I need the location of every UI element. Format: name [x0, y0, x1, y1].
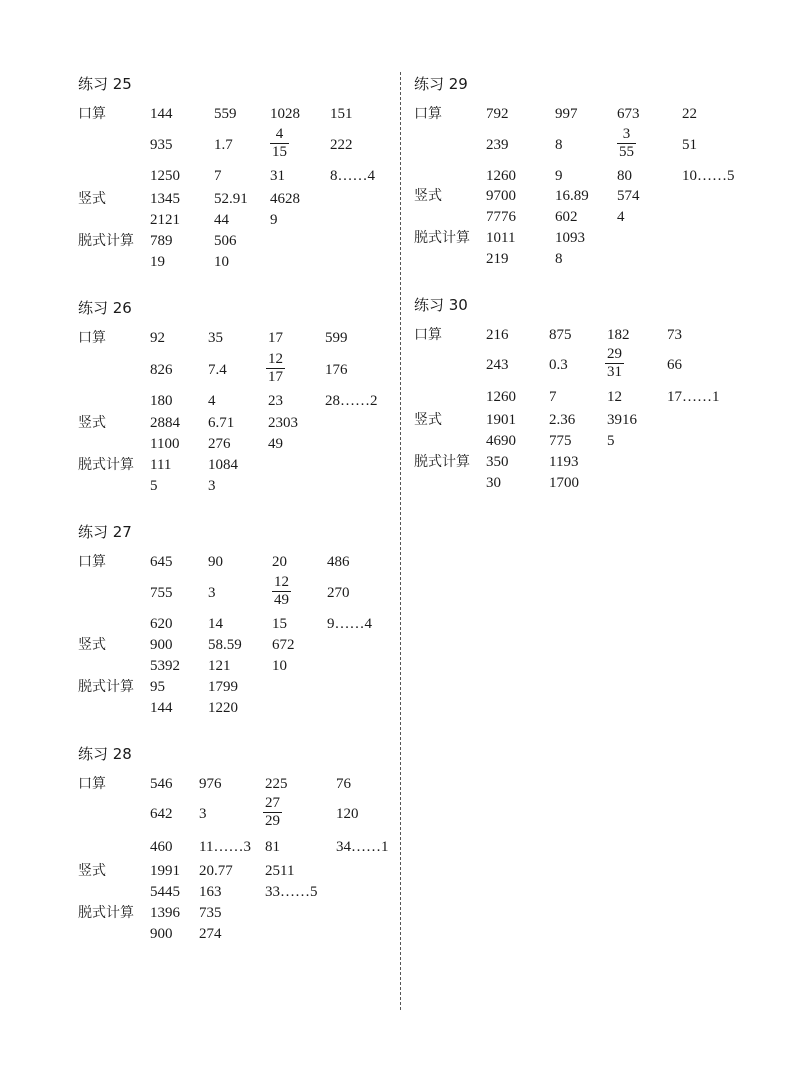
answer: 2.36 [549, 412, 576, 428]
stepwise-label: 脱式计算 [78, 905, 134, 921]
answer: 20 [272, 554, 287, 570]
answer: 620 [150, 616, 173, 632]
fraction-numerator: 27 [265, 795, 280, 811]
answer: 4690 [486, 433, 516, 449]
answer: 1084 [208, 457, 238, 473]
vertical-label: 竖式 [78, 637, 106, 653]
vertical-label: 竖式 [78, 191, 106, 207]
answer: 163 [199, 884, 222, 900]
answer: 11……3 [199, 839, 251, 855]
answer: 460 [150, 839, 173, 855]
answer: 121 [208, 658, 231, 674]
answer: 1396 [150, 905, 180, 921]
answer: 559 [214, 106, 237, 122]
answer: 900 [150, 637, 173, 653]
answer: 44 [214, 212, 229, 228]
answer: 49 [268, 436, 283, 452]
answer: 5 [150, 478, 158, 494]
right-column [396, 0, 786, 1086]
answer: 673 [617, 106, 640, 122]
answer: 120 [336, 806, 359, 822]
left-column [0, 0, 390, 1086]
answer: 219 [486, 251, 509, 267]
answer: 14 [208, 616, 223, 632]
fraction-numerator: 4 [275, 126, 284, 142]
mental-label: 口算 [78, 776, 106, 792]
answer: 34……1 [336, 839, 389, 855]
answer: 9700 [486, 188, 516, 204]
answer: 182 [607, 327, 630, 343]
answer: 789 [150, 233, 173, 249]
answer: 80 [617, 168, 632, 184]
answer: 997 [555, 106, 578, 122]
answer: 506 [214, 233, 237, 249]
answer: 16.89 [555, 188, 589, 204]
answer: 33……5 [265, 884, 318, 900]
vertical-label: 竖式 [78, 863, 106, 879]
answer: 58.59 [208, 637, 242, 653]
answer: 645 [150, 554, 173, 570]
answer: 1799 [208, 679, 238, 695]
mental-label: 口算 [78, 330, 106, 346]
answer: 4 [208, 393, 216, 409]
answer: 486 [327, 554, 350, 570]
answer: 1028 [270, 106, 300, 122]
answer: 3916 [607, 412, 637, 428]
answer: 8……4 [330, 168, 375, 184]
fraction-denominator: 17 [268, 369, 283, 385]
answer: 30 [486, 475, 501, 491]
stepwise-label: 脱式计算 [78, 233, 134, 249]
answer: 7 [549, 389, 557, 405]
answer: 222 [330, 137, 353, 153]
answer: 1345 [150, 191, 180, 207]
answer: 270 [327, 585, 350, 601]
answer: 52.91 [214, 191, 248, 207]
mental-label: 口算 [414, 327, 442, 343]
answer: 9 [555, 168, 563, 184]
answer: 111 [150, 457, 172, 473]
answer: 602 [555, 209, 578, 225]
answer: 755 [150, 585, 173, 601]
answer: 144 [150, 700, 173, 716]
answer: 775 [549, 433, 572, 449]
answer: 900 [150, 926, 173, 942]
answer: 274 [199, 926, 222, 942]
answer: 7 [214, 168, 222, 184]
mental-label: 口算 [414, 106, 442, 122]
vertical-label: 竖式 [414, 412, 442, 428]
answer: 7776 [486, 209, 516, 225]
answer: 976 [199, 776, 222, 792]
answer: 22 [682, 106, 697, 122]
stepwise-label: 脱式计算 [414, 454, 470, 470]
answer: 4 [617, 209, 625, 225]
answer: 1100 [150, 436, 180, 452]
answer: 350 [486, 454, 509, 470]
answer: 176 [325, 362, 348, 378]
fraction-answer [272, 574, 291, 609]
answer: 6.71 [208, 415, 235, 431]
answer: 5 [607, 433, 615, 449]
vertical-label: 竖式 [78, 415, 106, 431]
answer: 8 [555, 251, 563, 267]
answer: 792 [486, 106, 509, 122]
answer: 2884 [150, 415, 180, 431]
vertical-label: 竖式 [414, 188, 442, 204]
mental-label: 口算 [78, 106, 106, 122]
answer: 642 [150, 806, 173, 822]
answer: 15 [272, 616, 287, 632]
answer: 2121 [150, 212, 180, 228]
answer: 1093 [555, 230, 585, 246]
fraction-answer [617, 126, 636, 161]
answer: 1991 [150, 863, 180, 879]
answer: 10……5 [682, 168, 735, 184]
answer: 92 [150, 330, 165, 346]
fraction-denominator: 55 [619, 144, 634, 160]
answer: 5392 [150, 658, 180, 674]
fraction-answer [270, 126, 289, 161]
answer: 31 [270, 168, 285, 184]
stepwise-label: 脱式计算 [414, 230, 470, 246]
answer: 7.4 [208, 362, 227, 378]
answer: 225 [265, 776, 288, 792]
answer: 180 [150, 393, 173, 409]
answer: 8 [555, 137, 563, 153]
answer: 23 [268, 393, 283, 409]
answer: 243 [486, 357, 509, 373]
exercise-title: 练习 30 [414, 296, 468, 314]
fraction-answer [263, 795, 282, 830]
answer: 28……2 [325, 393, 378, 409]
mental-label: 口算 [78, 554, 106, 570]
answer: 3 [199, 806, 207, 822]
answer: 735 [199, 905, 222, 921]
answer: 546 [150, 776, 173, 792]
exercise-title: 练习 27 [78, 523, 132, 541]
answer: 1901 [486, 412, 516, 428]
answer: 599 [325, 330, 348, 346]
answer: 826 [150, 362, 173, 378]
answer: 81 [265, 839, 280, 855]
answer: 1.7 [214, 137, 233, 153]
answer: 216 [486, 327, 509, 343]
answer: 1011 [486, 230, 516, 246]
answer: 672 [272, 637, 295, 653]
fraction-answer [605, 346, 624, 381]
fraction-denominator: 29 [265, 813, 280, 829]
answer: 35 [208, 330, 223, 346]
answer: 875 [549, 327, 572, 343]
fraction-denominator: 31 [607, 364, 622, 380]
answer: 51 [682, 137, 697, 153]
answer: 5445 [150, 884, 180, 900]
fraction-numerator: 3 [622, 126, 631, 142]
exercise-title: 练习 25 [78, 75, 132, 93]
answer: 151 [330, 106, 353, 122]
answer: 73 [667, 327, 682, 343]
answer: 9 [270, 212, 278, 228]
answer: 76 [336, 776, 351, 792]
answer: 1260 [486, 389, 516, 405]
fraction-numerator: 12 [268, 351, 283, 367]
answer: 276 [208, 436, 231, 452]
fraction-numerator: 12 [274, 574, 289, 590]
fraction-numerator: 29 [607, 346, 622, 362]
answer: 239 [486, 137, 509, 153]
fraction-answer [266, 351, 285, 386]
answer: 4628 [270, 191, 300, 207]
answer: 3 [208, 478, 216, 494]
exercise-title: 练习 28 [78, 745, 132, 763]
answer: 2511 [265, 863, 295, 879]
answer: 10 [272, 658, 287, 674]
answer: 95 [150, 679, 165, 695]
answer: 574 [617, 188, 640, 204]
answer: 1193 [549, 454, 579, 470]
answer: 1700 [549, 475, 579, 491]
answer: 20.77 [199, 863, 233, 879]
answer: 144 [150, 106, 173, 122]
answer: 17 [268, 330, 283, 346]
answer: 1220 [208, 700, 238, 716]
exercise-title: 练习 26 [78, 299, 132, 317]
stepwise-label: 脱式计算 [78, 679, 134, 695]
answer: 66 [667, 357, 682, 373]
answer: 10 [214, 254, 229, 270]
answer: 12 [607, 389, 622, 405]
answer: 2303 [268, 415, 298, 431]
answer: 9……4 [327, 616, 372, 632]
fraction-denominator: 49 [274, 592, 289, 608]
fraction-denominator: 15 [272, 144, 287, 160]
answer: 3 [208, 585, 216, 601]
answer: 1250 [150, 168, 180, 184]
exercise-title: 练习 29 [414, 75, 468, 93]
answer: 17……1 [667, 389, 720, 405]
answer: 1260 [486, 168, 516, 184]
answer: 935 [150, 137, 173, 153]
answer: 0.3 [549, 357, 568, 373]
answer: 90 [208, 554, 223, 570]
stepwise-label: 脱式计算 [78, 457, 134, 473]
answer: 19 [150, 254, 165, 270]
